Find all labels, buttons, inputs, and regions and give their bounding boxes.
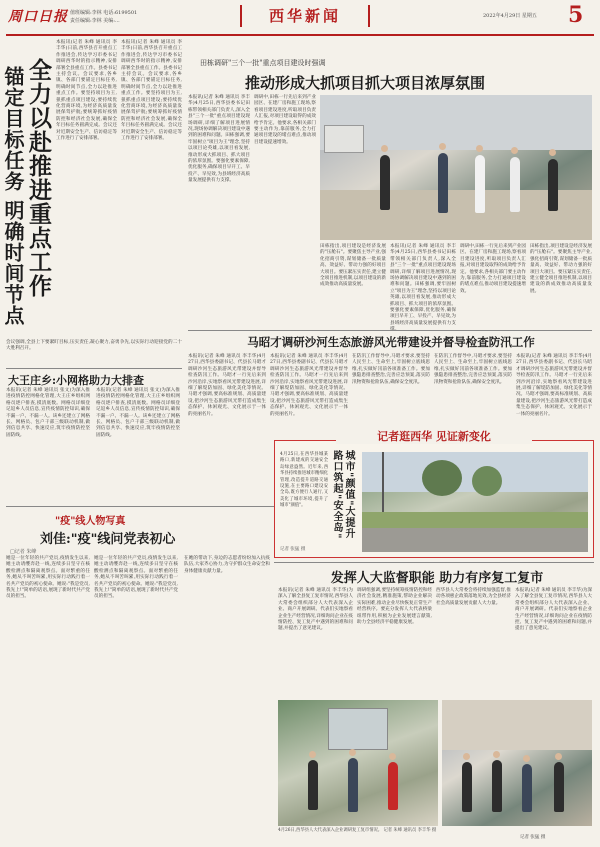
- masthead-meta-2: 责任编辑:李林 美编:...: [70, 18, 120, 24]
- divider: [274, 562, 594, 563]
- top-feature-body-col6: 田栋指出,项目建设是经济发展的"压舱石"。要聚焦主导产业,强化招商引资,谋划储备一批质量高、效益好、带动力强的好项目大项目。要压紧压实责任,建立健全项目推进机制,以项目建设的新成效推动高质量发展。: [530, 244, 592, 294]
- npc-photo-1: [278, 700, 438, 826]
- person: [462, 762, 472, 812]
- npc-body-col4: 本报讯(记者 朱峰 通讯员 李丰华)为深入了解全县复工复市情况,西华县人大常委会组织部分人大代表深入企业、商户开展调研。代表们实地察看企业生产经营情况,详细询问企业在疫情防控、复工复产中遇到的困难和问题,并提出了意见建议。: [515, 588, 592, 632]
- masthead-meta-1: 值班编辑:李林 电话:6199501: [70, 10, 138, 16]
- issue-date: 2022年4月29日 星期五: [483, 13, 537, 19]
- person-head: [549, 149, 556, 156]
- page-number: 5: [568, 2, 584, 28]
- top-feature-body-col4: 本报讯(记者 朱峰 通讯员 李丰华)4月25日,西华县委书记田栋带领相关部门负责人,深入全县"三个一批"重点项目建设现场调研,详细了解项目进展情况,现场协调解决项目建设中遇到的困难和问题。田栋强调,要牢固树立"项目为王"理念,坚持以项目论英雄,以项目看发展,推动形成大抓项目、抓大项目的浓厚氛围。要强化要素保障,优化服务,确保项目早开工、早投产、早见效,为县域经济高质量发展提供有力支: [390, 244, 456, 326]
- river-body-col5: 本报讯(记者 朱峰 通讯员 李丰华)4月27日,西华县委副书记、代县长马昭才调研沙河生态旅游风光带建设并督导检查防汛工作。马昭才一行先后来到沙河沿岸,实地察看风光带建设进展,详细了解堤防加固、绿化美化等情况。马昭才强调,要高标准规划、高质量建设,把沙河生态旅游风光带打造成集生态保护、休闲观光、文化展示于一体的亮丽名片。: [516, 354, 592, 417]
- road: [362, 528, 588, 552]
- person-head: [439, 143, 446, 150]
- river-body-col1: 本报讯(记者 朱峰 通讯员 李丰华)4月27日,西华县委副书记、代县长马昭才调研沙河生态旅游风光带建设并督导检查防汛工作。马昭才一行先后来到沙河沿岸,实地察看风光带建设进展,详细了解堤防加固、绿化美化等情况。马昭才强调,要高标准规划、高质量建设,把沙河生态旅游风光带打造成集生态保护、休闲观光、文化展示于一体的亮丽名片。: [188, 354, 266, 417]
- top-feature-body-col1: 本报讯(记者 朱峰 通讯员 李丰华)4月25日,西华县委书记田栋带领相关部门负责人,深入全县"三个一批"重点项目建设现场调研,详细了解项目进展情况,现场协调解决项目建设中遇到的困难和问题。田栋强调,要牢固树立"项目为王"理念,坚持以项目论英雄,以项目看发展,推动形成大抓项目、抓大项目的浓厚氛围。要强化要素保障,优化服务,确保项目早开工、早投产、早见效,为县域经济高质量发展提供有力支撑。: [188, 95, 250, 184]
- divider: [6, 506, 274, 507]
- left-vertical-headline-2: 锚定目标任务 明确时间节点: [1, 66, 25, 326]
- feature-body-col1: 她是一位年轻的共产党员,疫情发生以来,她主动请缨奔赴一线,连续多日坚守在核酸检测点和隔离观察点。面对繁重的任务,她从不叫苦叫累,用实际行动践行着一名共产党员的初心使命。她说:"我是党员,我先上!"简单的话语,展现了新时代共产党员的担当。: [6, 556, 90, 600]
- wangzhuang-headline: 大王庄乡:小网格助力大排查: [8, 374, 145, 387]
- left-lead-body-2: 本报讯(记者 朱峰 通讯员 李丰华)日前,西华县召开重点工作推进会,传达学习市委书记调研西华时的指示精神,安排部署全县重点工作。县委书记主持会议。会议要求,各乡镇、各部门要锚定目标任务,明确时间节点,全力以赴推进重点工作。要坚持项目为王,狠抓重点项目建设;要持续优化营商环境,为经济高质量发展保驾护航;要统筹抓好疫情防控和经济社会发展,确保全年目标任务圆满完成。会议还对近期安全生产、信访稳定等工作进行了安排部署。: [121, 40, 182, 142]
- inspection-banner: 记者逛西华 见证新变化: [336, 428, 532, 444]
- inspection-caption-title: 城市"颜值"大提升 路口筑起"安全岛": [331, 450, 354, 540]
- river-body-col2: 本报讯(记者 朱峰 通讯员 李丰华)4月27日,西华县委副书记、代县长马昭才调研沙河生态旅游风光带建设并督导检查防汛工作。马昭才一行先后来到沙河沿岸,实地察看风光带建设进展,详细了解堤防加固、绿化美化等情况。马昭才强调,要高标准规划、高质量建设,把沙河生态旅游风光带打造成集生态保护、休闲观光、文化展示于一体的亮丽名片。: [270, 354, 348, 417]
- person-head: [523, 755, 530, 762]
- person: [548, 159, 558, 211]
- person-head: [511, 147, 518, 154]
- top-feature-photo: [320, 95, 592, 240]
- inspection-credit: 记者 张猛 摄: [280, 547, 306, 552]
- person-head: [555, 753, 562, 760]
- inspection-photo: [362, 452, 588, 552]
- river-headline: 马昭才调研沙河生态旅游风光带建设并督导检查防汛工作: [247, 335, 535, 349]
- person: [522, 764, 532, 812]
- river-body-col4: 在防汛工作督导中,马昭才要求,要坚持人民至上、生命至上,牢固树立底线思维,扎实做好汛前各项准备工作。要加强隐患排查整治,完善应急预案,落实防汛物资和抢险队伍,确保安全度汛。: [434, 354, 512, 385]
- inspection-caption-text: 4月25日,在西华县城某路口,新建成的交通安全岛绿意盎然。近年来,西华县持续推进城市精细化管理,改造提升道路交通设施,在主要路口建设安全岛,既方便行人通行,又美化了城市环境,提升了城市"颜值"。: [280, 452, 328, 509]
- left-lead-body: 本报讯(记者 朱峰 通讯员 李丰华)日前,西华县召开重点工作推进会,传达学习市委书记调研西华时的指示精神,安排部署全县重点工作。县委书记主持会议。会议要求,各乡镇、各部门要锚定目标任务,明确时间节点,全力以赴推进重点工作。要坚持项目为王,狠抓重点项目建设;要持续优化营商环境,为经济高质量发展保驾护航;要统筹抓好疫情防控和经济社会发展,确保全年目标任务圆满完成。会议还对近期安全生产、信访稳定等工作进行了安排部署。: [56, 40, 117, 142]
- npc-headline: 发挥人大监督职能 助力有序复工复市: [330, 571, 544, 586]
- npc-photo-caption: 4月26日,西华县人大代表深入企业调研复工复市情况。 记者 朱峰 通讯员 李丰华 摄: [278, 828, 437, 833]
- person-head: [463, 753, 470, 760]
- newspaper-logo: 周口日报: [8, 9, 68, 25]
- river-body-col3: 在防汛工作督导中,马昭才要求,要坚持人民至上、生命至上,牢固树立底线思维,扎实做好汛前各项准备工作。要加强隐患排查整治,完善应急预案,落实防汛物资和抢险队伍,确保安全度汛。: [352, 354, 430, 385]
- feature-body-col3: 在她的带动下,身边的志愿者纷纷加入抗疫队伍,大家齐心协力,为守护群众生命安全和身体健康贡献力量。: [184, 556, 270, 574]
- masthead-rule: [6, 34, 594, 36]
- masthead: [0, 0, 600, 40]
- wangzhuang-body-col1: 本报讯(记者 朱峰 通讯员 张文)为深入推进疫情防控网格化管理,大王庄乡组织网格员逐户排查,摸清底数。网格员详细登记返乡人员信息,宣传疫情防控知识,确保不漏一户、不漏一人。该乡还建立了网格长、网格员、包户干部三级联动机制,做到信息共享、快速反应,筑牢疫情防控坚固防线。: [6, 388, 90, 438]
- person: [492, 760, 502, 812]
- npc-body-col1: 本报讯(记者 朱峰 通讯员 李丰华)为深入了解全县复工复市情况,西华县人大常委会组织部分人大代表深入企业、商户开展调研。代表们实地察看企业生产经营情况,详细询问企业在疫情防控、复工复产中遇到的困难和问题,并提出了意见建议。: [278, 588, 353, 632]
- person: [475, 155, 485, 213]
- top-feature-body-col5: 调研中,田栋一行先后来到产业园区、在建厂房和施工现场,察看项目建设进度,听取项目负责人汇报,对项目建设取得的成效给予肯定。他要求,各相关部门要主动作为,靠前服务,全力打通项目建设的堵点难点,推动项目建设提速增效。: [460, 244, 526, 294]
- feature-headline: 刘佳:"疫"线问党表初心: [40, 532, 176, 547]
- divider: [6, 368, 182, 369]
- building: [442, 700, 592, 750]
- feature-byline: □记者 朱峰: [10, 549, 37, 555]
- machine: [328, 708, 388, 750]
- section-title: 西华新闻: [240, 5, 370, 27]
- person: [438, 153, 448, 213]
- top-feature-body-col2: 调研中,田栋一行先后来到产业园区、在建厂房和施工现场,察看项目建设进度,听取项目负责人汇报,对项目建设取得的成效给予肯定。他要求,各相关部门要主动作为,靠前服务,全力打通项目建设的堵点难点,推动项目建设提速增效。: [254, 95, 316, 145]
- tree: [422, 460, 462, 496]
- person: [554, 762, 564, 812]
- wangzhuang-body-col2: 本报讯(记者 朱峰 通讯员 张文)为深入推进疫情防控网格化管理,大王庄乡组织网格员逐户排查,摸清底数。网格员详细登记返乡人员信息,宣传疫情防控知识,确保不漏一户、不漏一人。该乡还建立了网格长、网格员、包户干部三级联动机制,做到信息共享、快速反应,筑牢疫情防控坚固防线。: [96, 388, 180, 438]
- feature-tag: "疫"线人物写真: [55, 516, 126, 527]
- top-feature-body-col3: 田栋指出,项目建设是经济发展的"压舱石"。要聚焦主导产业,强化招商引资,谋划储备一批质量高、效益好、带动力强的好项目大项目。要压紧压实责任,建立健全项目推进机制,以项目建设的新成效推动高质量发展。: [320, 244, 386, 288]
- person-head: [493, 751, 500, 758]
- person: [510, 157, 520, 212]
- top-feature-subtitle: 田栋调研"三个一批"重点项目建设时强调: [200, 59, 326, 67]
- person-head: [381, 145, 388, 152]
- person: [308, 760, 318, 810]
- npc-body-col3: 西华县人大常委会将持续加强监督,推动各项惠企政策落地见效,为全县经济社会高质量发展贡献人大力量。: [436, 588, 511, 606]
- person: [348, 758, 358, 812]
- left-lead-close: 会议强调,全县上下要紧盯目标,压实责任,凝心聚力,奋勇争先,以实际行动迎接党的二十大胜利召开。: [6, 340, 182, 352]
- person-head: [309, 751, 316, 758]
- flowerbed: [362, 512, 588, 528]
- left-vertical-headline-1: 全力以赴推进重点工作: [25, 58, 52, 298]
- person-head: [349, 749, 356, 756]
- divider: [188, 330, 592, 331]
- tree: [472, 466, 502, 496]
- npc-body-col2: 调研组强调,要坚持统筹疫情防控和经济社会发展,精准施策,帮助企业解决实际困难,推动企业尽快恢复正常生产经营秩序。要充分发挥人大代表桥梁纽带作用,积极为企业发展建言献策,助力全县经济平稳健康发展。: [357, 588, 432, 626]
- person-head: [389, 753, 396, 760]
- truck: [324, 125, 364, 153]
- person: [380, 155, 390, 210]
- top-feature-headline: 推动形成大抓项目抓大项目浓厚氛围: [245, 74, 486, 92]
- npc-photo-credit: 记者 张猛 摄: [520, 835, 546, 840]
- person-head: [476, 145, 483, 152]
- streetlight: [382, 452, 384, 512]
- feature-body-col2: 她是一位年轻的共产党员,疫情发生以来,她主动请缨奔赴一线,连续多日坚守在核酸检测点和隔离观察点。面对繁重的任务,她从不叫苦叫累,用实际行动践行着一名共产党员的初心使命。她说:"我是党员,我先上!"简单的话语,展现了新时代共产党员的担当。: [94, 556, 178, 600]
- npc-photo-2: [442, 700, 592, 826]
- person: [388, 762, 398, 810]
